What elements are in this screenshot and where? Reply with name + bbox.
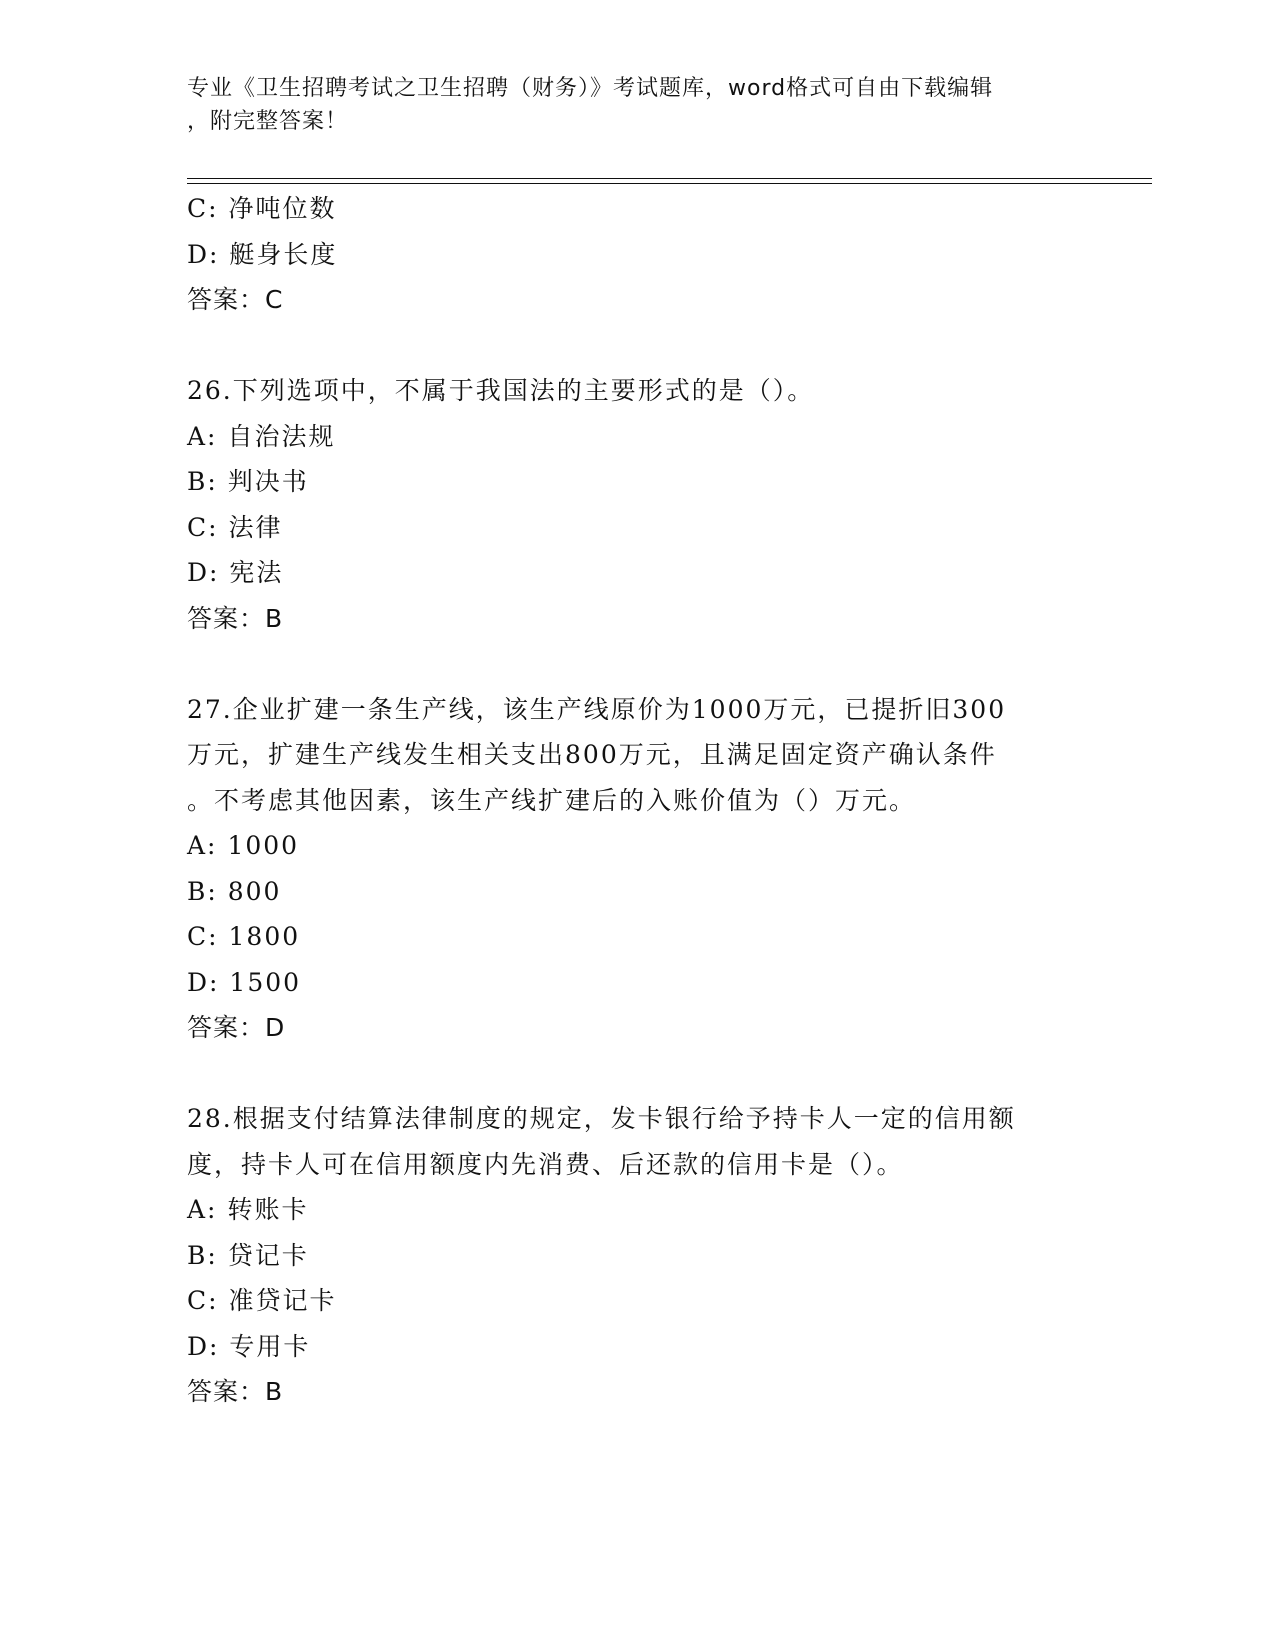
question-stem: 度，持卡人可在信用额度内先消费、后还款的信用卡是（）。 — [187, 1149, 904, 1179]
answer-line: 答案：D — [187, 1013, 286, 1042]
question-stem: 万元，扩建生产线发生相关支出800万元，且满足固定资产确认条件 — [187, 740, 997, 769]
option-label: A: — [187, 831, 218, 860]
option-text: 1500 — [229, 967, 302, 997]
question-stem: 26.下列选项中，不属于我国法的主要形式的是（）。 — [187, 376, 815, 405]
option-label: A: — [187, 1195, 218, 1224]
option-text: 法律 — [228, 512, 283, 542]
option-text: 专用卡 — [229, 1331, 311, 1361]
option-a — [187, 823, 1087, 869]
option-label: D: — [187, 239, 220, 269]
option-label: B: — [187, 876, 218, 906]
option-c — [187, 186, 1087, 232]
option-text: 800 — [227, 876, 282, 906]
question-27 — [187, 687, 1087, 1051]
question-stem: 28.根据支付结算法律制度的规定，发卡银行给予持卡人一定的信用额 — [187, 1104, 1016, 1133]
question-28 — [187, 1096, 1087, 1415]
option-a — [187, 414, 1087, 460]
option-label: C: — [187, 512, 219, 542]
option-text: 贷记卡 — [227, 1240, 309, 1270]
option-d — [187, 550, 1087, 596]
answer-line: 答案：B — [187, 603, 284, 633]
option-label: B: — [187, 1240, 218, 1270]
spacer — [187, 323, 1087, 369]
option-b — [187, 459, 1087, 505]
option-label: D: — [187, 558, 220, 587]
option-text: 1800 — [228, 922, 301, 951]
option-a — [187, 1187, 1087, 1233]
spacer — [187, 1051, 1087, 1097]
option-d — [187, 232, 1087, 278]
option-label: C: — [187, 1286, 219, 1315]
option-label: A: — [187, 421, 218, 451]
option-c — [187, 914, 1087, 960]
option-b — [187, 1233, 1087, 1279]
header-divider-top — [187, 178, 1152, 179]
option-text: 自治法规 — [227, 421, 336, 451]
option-text: 准贷记卡 — [228, 1286, 337, 1315]
header-divider-bottom — [187, 183, 1152, 184]
question-stem: 27.企业扩建一条生产线，该生产线原价为1000万元，已提折旧300 — [187, 694, 1007, 724]
option-d — [187, 960, 1087, 1006]
question-26 — [187, 368, 1087, 641]
option-d — [187, 1324, 1087, 1370]
answer-line: 答案：C — [187, 285, 284, 314]
option-label: C: — [187, 194, 219, 223]
option-label: D: — [187, 1331, 220, 1361]
option-text: 1000 — [227, 831, 300, 860]
option-text: 判决书 — [227, 467, 309, 496]
option-c — [187, 505, 1087, 551]
spacer — [187, 641, 1087, 687]
option-label: B: — [187, 467, 218, 496]
option-text: 转账卡 — [227, 1195, 309, 1224]
option-b — [187, 869, 1087, 915]
header-line-2: ，附完整答案！ — [187, 109, 349, 134]
question-list — [187, 186, 1087, 1415]
header-line-1: 专业《卫生招聘考试之卫生招聘（财务）》考试题库，word格式可自由下载编辑 — [187, 76, 994, 101]
option-c — [187, 1278, 1087, 1324]
option-text: 艇身长度 — [229, 239, 338, 269]
question-25-continued — [187, 186, 1087, 323]
answer-line: 答案：B — [187, 1377, 284, 1406]
option-text: 宪法 — [229, 558, 284, 587]
question-stem: 。不考虑其他因素，该生产线扩建后的入账价值为（）万元。 — [187, 785, 917, 815]
option-label: D: — [187, 967, 220, 997]
option-label: C: — [187, 922, 219, 951]
document-header — [187, 72, 1067, 138]
option-text: 净吨位数 — [228, 194, 337, 223]
